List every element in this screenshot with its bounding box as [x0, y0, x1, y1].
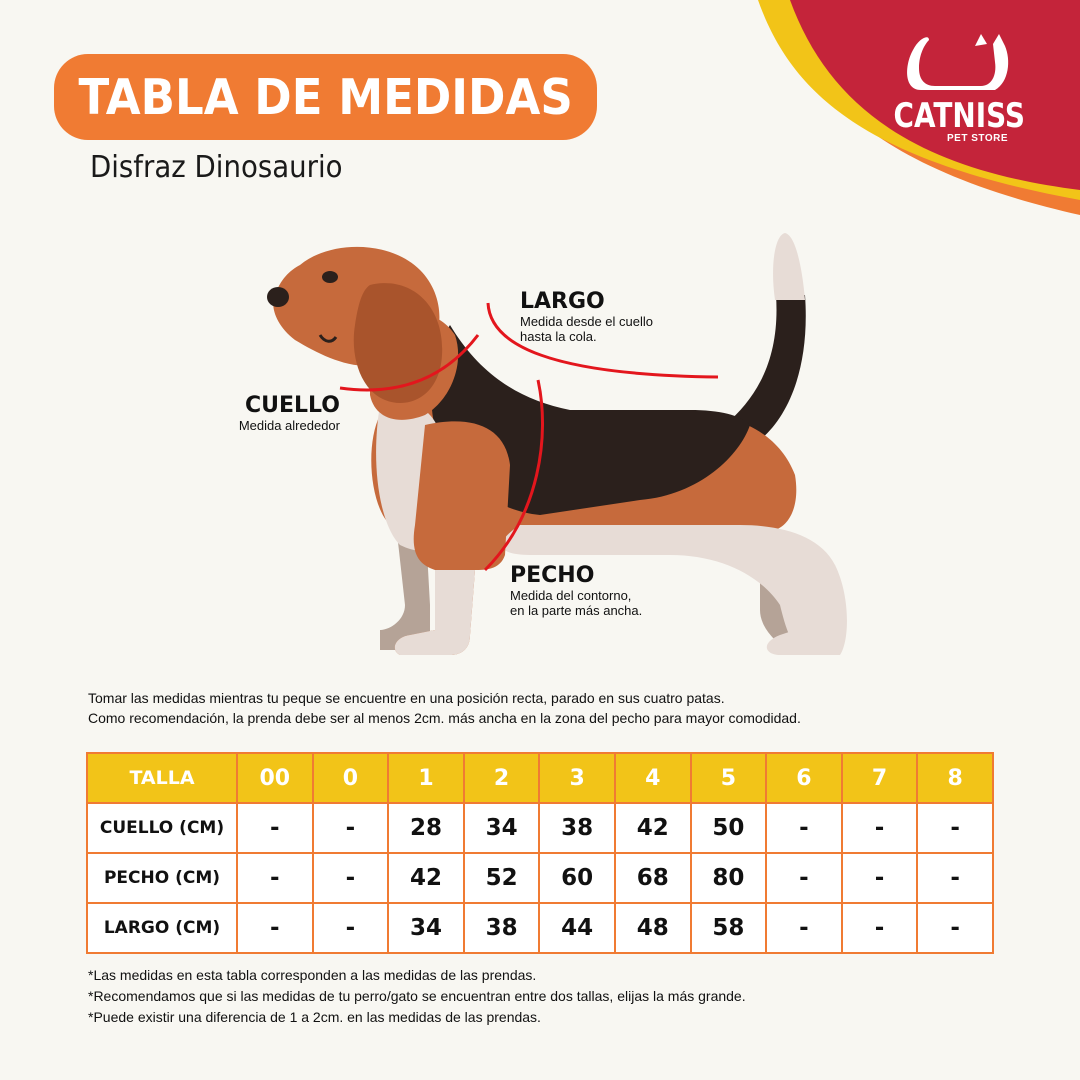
label-cuello-desc: Medida alrededor	[238, 418, 340, 433]
table-header-cell: 5	[691, 753, 767, 803]
table-cell: 38	[464, 903, 540, 953]
table-header-cell: 1	[388, 753, 464, 803]
table-cell: -	[237, 903, 313, 953]
table-header-cell: TALLA	[87, 753, 237, 803]
row-label: LARGO (CM)	[87, 903, 237, 953]
table-cell: 52	[464, 853, 540, 903]
table-cell: 42	[615, 803, 691, 853]
table-cell: -	[313, 803, 389, 853]
table-header-cell: 7	[842, 753, 918, 803]
table-cell: 34	[388, 903, 464, 953]
table-header-cell: 3	[539, 753, 615, 803]
table-cell: 38	[539, 803, 615, 853]
table-row	[87, 903, 993, 953]
size-table	[86, 752, 994, 954]
table-cell: 80	[691, 853, 767, 903]
table-cell: -	[766, 903, 842, 953]
brand-logo	[880, 30, 1030, 144]
label-largo-title: LARGO	[520, 289, 605, 314]
table-header-cell: 2	[464, 753, 540, 803]
label-pecho	[510, 564, 642, 618]
table-cell: -	[313, 853, 389, 903]
table-cell: 44	[539, 903, 615, 953]
table-cell: 42	[388, 853, 464, 903]
table-header-cell: 00	[237, 753, 313, 803]
footnote: *Puede existir una diferencia de 1 a 2cm. en las medidas de las prendas.	[88, 1009, 541, 1025]
label-largo	[520, 290, 653, 344]
table-header-row	[87, 753, 993, 803]
table-cell: -	[842, 803, 918, 853]
table-header-cell: 6	[766, 753, 842, 803]
instructions-line-2: Como recomendación, la prenda debe ser al menos 2cm. más ancha en la zona del pecho para mayor comodidad.	[88, 710, 801, 726]
page-title: TABLA DE MEDIDAS	[78, 68, 573, 126]
table-cell: 68	[615, 853, 691, 903]
brand-tagline: PET STORE	[947, 133, 1008, 144]
table-cell: 48	[615, 903, 691, 953]
table-cell: -	[842, 853, 918, 903]
table-cell: 50	[691, 803, 767, 853]
table-cell: 28	[388, 803, 464, 853]
table-cell: -	[237, 803, 313, 853]
brand-name: CATNISS	[893, 96, 1026, 136]
footnotes	[88, 965, 746, 1028]
row-label: PECHO (CM)	[87, 853, 237, 903]
table-cell: -	[766, 853, 842, 903]
label-largo-desc-1: Medida desde el cuello	[520, 314, 653, 329]
table-cell: 60	[539, 853, 615, 903]
title-banner	[54, 54, 597, 140]
table-cell: -	[842, 903, 918, 953]
table-cell: -	[313, 903, 389, 953]
table-cell: -	[917, 803, 993, 853]
instructions-line-1: Tomar las medidas mientras tu peque se encuentre en una posición recta, parado en sus cuatro patas.	[88, 690, 725, 706]
page-subtitle: Disfraz Dinosaurio	[90, 150, 343, 185]
label-pecho-desc-1: Medida del contorno,	[510, 588, 632, 603]
table-header-cell: 4	[615, 753, 691, 803]
table-cell: -	[237, 853, 313, 903]
table-cell: -	[917, 903, 993, 953]
table-header-cell: 8	[917, 753, 993, 803]
label-largo-desc-2: hasta la cola.	[520, 329, 597, 344]
footnote: *Recomendamos que si las medidas de tu perro/gato se encuentran entre dos tallas, elijas la más grande.	[88, 988, 746, 1004]
table-cell: -	[766, 803, 842, 853]
table-cell: 34	[464, 803, 540, 853]
footnote: *Las medidas en esta tabla corresponden a las medidas de las prendas.	[88, 967, 537, 983]
table-cell: 58	[691, 903, 767, 953]
label-cuello-title: CUELLO	[245, 393, 340, 418]
table-row	[87, 853, 993, 903]
table-header-cell: 0	[313, 753, 389, 803]
table-row	[87, 803, 993, 853]
table-cell: -	[917, 853, 993, 903]
cat-silhouette-icon	[895, 30, 1015, 94]
instructions	[88, 688, 801, 728]
label-pecho-title: PECHO	[510, 563, 595, 588]
row-label: CUELLO (CM)	[87, 803, 237, 853]
label-pecho-desc-2: en la parte más ancha.	[510, 603, 643, 618]
label-cuello	[225, 394, 340, 433]
